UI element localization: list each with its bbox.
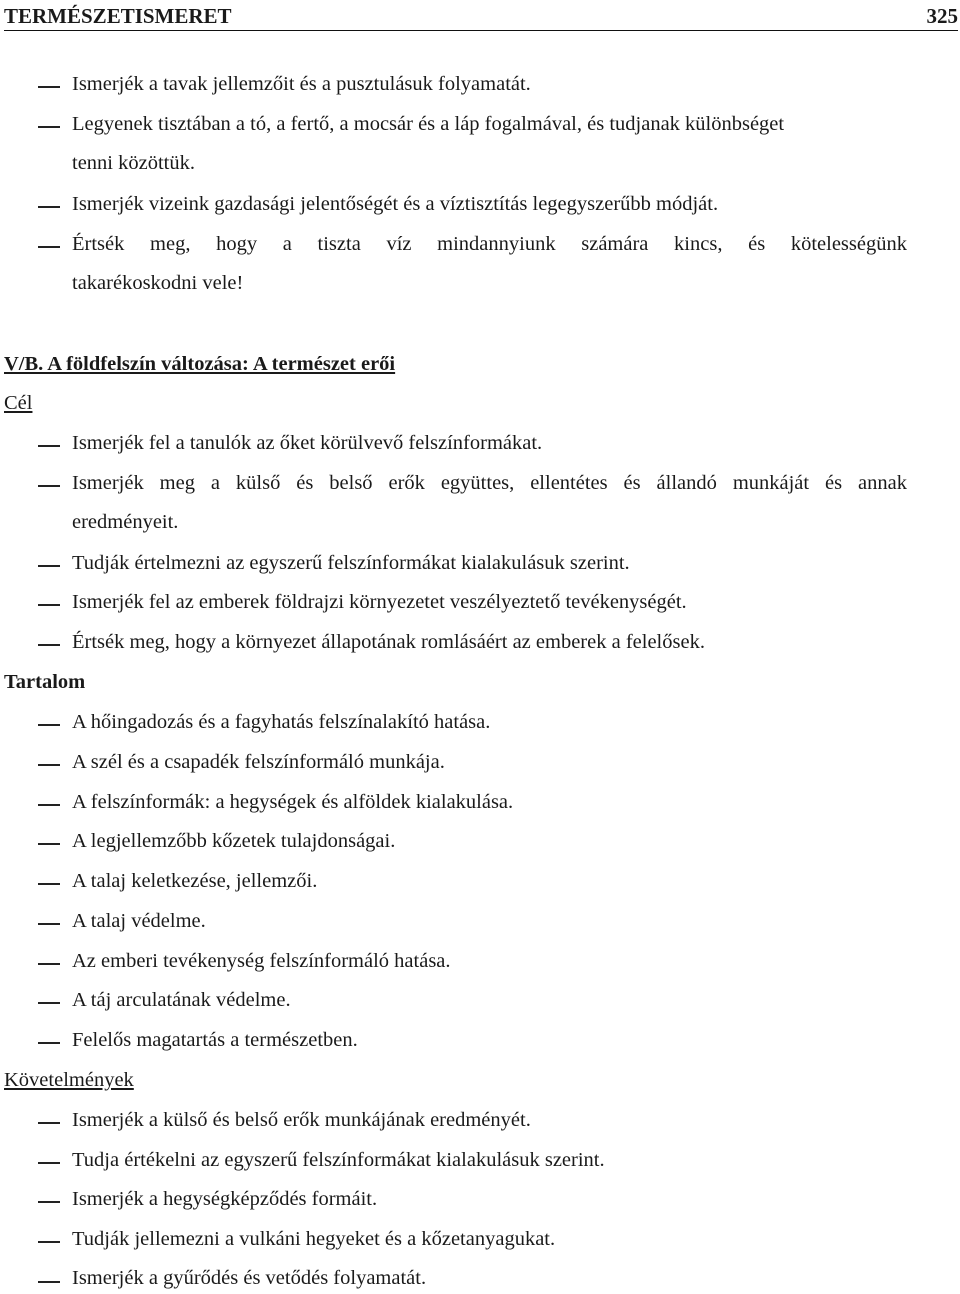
list-item-text: Ismerjék a tavak jellemzőit és a pusztulásuk folyamatát. (72, 73, 531, 95)
list-item-text: Ismerjék a gyűrődés és vetődés folyamatát. (72, 1267, 427, 1289)
dash-bullet (38, 764, 60, 766)
list-item-text: Tudják jellemezni a vulkáni hegyeket és a kőzetanyagukat. (72, 1228, 556, 1250)
list-item-text: A talaj védelme. (72, 910, 206, 932)
page-number: 325 (926, 4, 958, 28)
dash-bullet (38, 445, 60, 447)
list-item-text: Értsék meg, hogy a tiszta víz mindannyiunk számára kincs, és kötelességünk (72, 233, 907, 255)
dash-bullet (38, 1241, 60, 1243)
cel-label: Cél (4, 392, 33, 414)
list-item-text: Tudják értelmezni az egyszerű felszínformákat kialakulásuk szerint. (72, 552, 630, 574)
list-item-text: Legyenek tisztában a tó, a fertő, a mocsár és a láp fogalmával, és tudjanak különbséget (72, 113, 785, 135)
list-item-text: Ismerjék vizeink gazdasági jelentőségét és a víztisztítás legegyszerűbb módját. (72, 193, 719, 215)
list-item-text: A talaj keletkezése, jellemzői. (72, 870, 318, 892)
dash-bullet (38, 963, 60, 965)
dash-bullet (38, 565, 60, 567)
list-item-text: Ismerjék fel az emberek földrajzi környezetet veszélyeztető tevékenységét. (72, 591, 687, 613)
section-heading: V/B. A földfelszín változása: A természet erői (4, 353, 396, 375)
list-item-text-cont: takarékoskodni vele! (72, 272, 244, 294)
list-item-text: Értsék meg, hogy a környezet állapotának romlásáért az emberek a felelősek. (72, 631, 705, 653)
list-item-text: Ismerjék fel a tanulók az őket körülvevő felszínformákat. (72, 432, 543, 454)
dash-bullet (38, 1162, 60, 1164)
dash-bullet (38, 1281, 60, 1283)
list-item-text: A hőingadozás és a fagyhatás felszínalakító hatása. (72, 711, 491, 733)
dash-bullet (38, 246, 60, 248)
list-item-text: Ismerjék a hegységképződés formáit. (72, 1188, 378, 1210)
list-item-text: Ismerjék meg a külső és belső erők együttes, ellentétes és állandó munkáját és annak (72, 472, 907, 494)
dash-bullet (38, 86, 60, 88)
dash-bullet (38, 724, 60, 726)
dash-bullet (38, 804, 60, 806)
page-header (4, 2, 958, 31)
list-item-text-cont: tenni közöttük. (72, 152, 195, 174)
dash-bullet (38, 1042, 60, 1044)
dash-bullet (38, 1201, 60, 1203)
dash-bullet (38, 883, 60, 885)
tartalom-label: Tartalom (4, 671, 86, 693)
list-item-text: A táj arculatának védelme. (72, 989, 291, 1011)
dash-bullet (38, 843, 60, 845)
dash-bullet (38, 485, 60, 487)
dash-bullet (38, 1122, 60, 1124)
dash-bullet (38, 604, 60, 606)
list-item-text: A szél és a csapadék felszínformáló munkája. (72, 751, 445, 773)
dash-bullet (38, 923, 60, 925)
list-item-text-cont: eredményeit. (72, 511, 179, 533)
header-title: TERMÉSZETISMERET (4, 4, 232, 28)
dash-bullet (38, 126, 60, 128)
dash-bullet (38, 644, 60, 646)
dash-bullet (38, 206, 60, 208)
kovetelmenyek-label: Követelmények (4, 1069, 134, 1091)
list-item-text: Az emberi tevékenység felszínformáló hatása. (72, 950, 451, 972)
list-item-text: Tudja értékelni az egyszerű felszínformákat kialakulásuk szerint. (72, 1149, 605, 1171)
list-item-text: A felszínformák: a hegységek és alföldek kialakulása. (72, 791, 514, 813)
list-item-text: Felelős magatartás a természetben. (72, 1029, 358, 1051)
list-item-text: A legjellemzőbb kőzetek tulajdonságai. (72, 830, 396, 852)
list-item-text: Ismerjék a külső és belső erők munkájának eredményét. (72, 1109, 531, 1131)
dash-bullet (38, 1002, 60, 1004)
